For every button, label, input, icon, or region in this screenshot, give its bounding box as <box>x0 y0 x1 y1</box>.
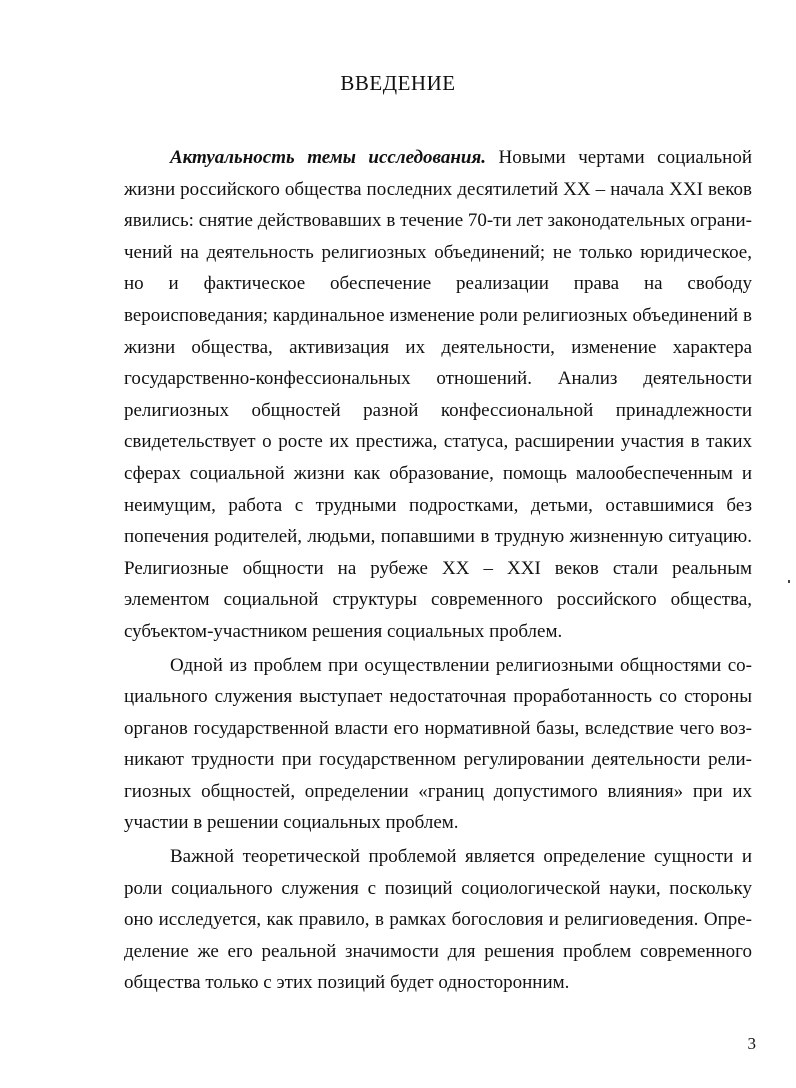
body-text <box>124 142 752 999</box>
page-number: 3 <box>747 1034 756 1053</box>
paragraph-2: Одной из проблем при осуществлении религиозными общностями социального служения выступает недостаточная проработанность со стороны органов государственной власти его нормативной базы, вследствие чего возникают трудности при государственном регулировании деятельности религиозных общностей, определении «границ допустимого влияния» при их участии в решении социальных проблем. <box>124 654 752 834</box>
paragraph-1 <box>124 142 752 648</box>
paragraph-3: Важной теоретической проблемой является определение сущности и роли социального служения с позиций социологической науки, поскольку оно исследуется, как правило, в рамках богословия и религиоведения. Определение же его реальной значимости для решения проблем современного общества только с этих позиций будет односторонним. <box>124 846 752 994</box>
scan-speck <box>788 580 790 583</box>
page-title: ВВЕДЕНИЕ <box>340 71 456 95</box>
paragraph-1-text: Новыми чертами социальной жизни российского общества последних десятилетий XX – начала XXI веков явились: снятие действовавших в течение 70-ти лет законодательных ограничений на деятельность религиозных объединений; не только юридическое, но и фактическое обеспечение реализации права на свободу вероисповедания; кардинальное изменение роли религиозных объединений в жизни общества, активизация их деятельности, изменение характера государственно-конфессиональных отношений. Анализ деятельности религиозных общностей разной конфессиональной принадлежности свидетельствует о росте их престижа, статуса, расширении участия в таких сферах социальной жизни как образование, помощь малообеспеченным и неимущим, работа с трудными подростками, детьми, оставшимися без попечения родителей, людьми, попавшими в трудную жизненную ситуацию. Религиозные общности на рубеже XX – XXI веков стали реальным элементом социальной структуры современного российского общества, субъектом-участником решения социальных проблем. <box>124 147 752 642</box>
paragraph-1-lead: Актуальность темы исследования. <box>170 147 486 168</box>
